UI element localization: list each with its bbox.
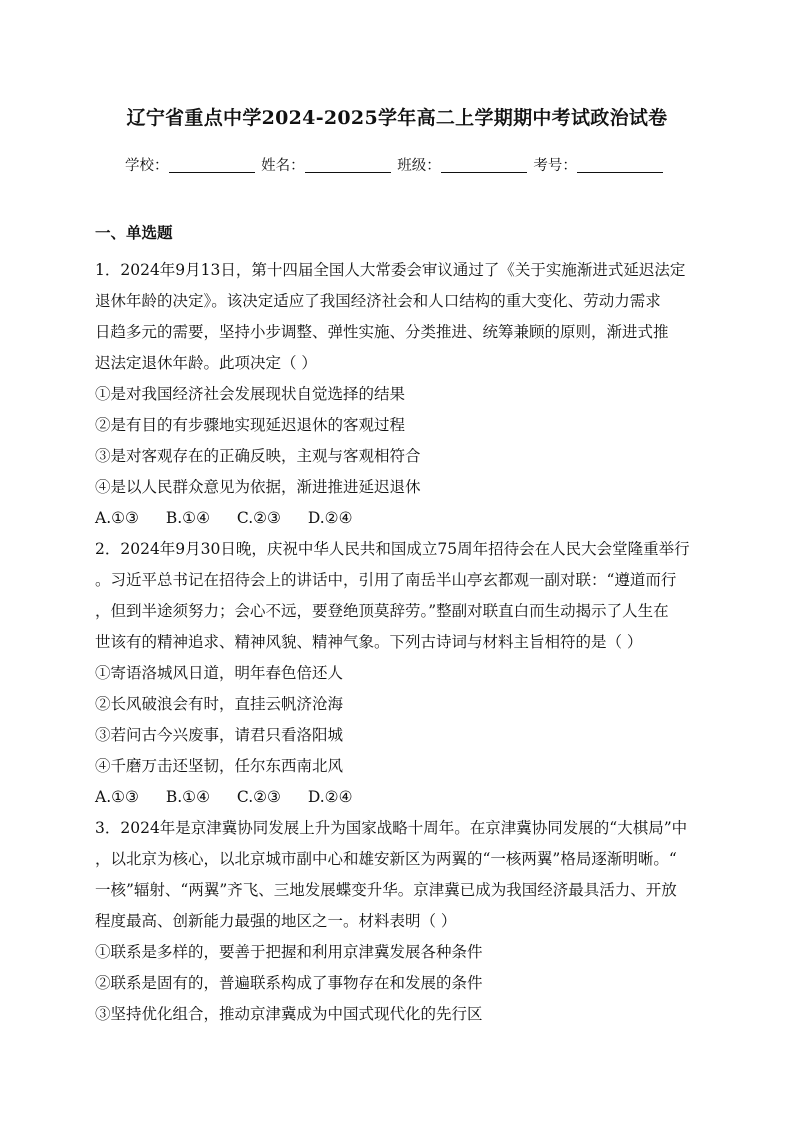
class-label: 班级： xyxy=(397,158,441,174)
answer-options xyxy=(95,508,705,528)
question-text-line: 1．2024年9月13日，第十四届全国人大常委会审议通过了《关于实施渐进式延迟法定 xyxy=(95,261,686,279)
question-text-line: 3．2024年是京津冀协同发展上升为国家战略十周年。在京津冀协同发展的“大棋局”中 xyxy=(95,819,688,837)
class-field[interactable] xyxy=(441,157,527,173)
student-info-line xyxy=(125,154,685,176)
question-text-line: ，但到半途须努力；会心不远，要登绝顶莫辞劳。”整副对联直白而生动揭示了人生在 xyxy=(95,602,669,620)
name-field[interactable] xyxy=(305,157,391,173)
option-b[interactable]: B.①④ xyxy=(165,788,210,806)
school-field[interactable] xyxy=(169,157,255,173)
statement-item: ③若问古今兴废事，请君只看洛阳城 xyxy=(95,726,344,744)
question-text-line: 一核”辐射、“两翼”齐飞、三地发展蝶变升华。京津冀已成为我国经济最具活力、开放 xyxy=(95,881,677,899)
option-d[interactable]: D.②④ xyxy=(307,788,353,806)
section-heading: 一、单选题 xyxy=(95,223,173,242)
statement-item: ②长风破浪会有时，直挂云帆济沧海 xyxy=(95,695,344,713)
name-label: 姓名： xyxy=(261,158,305,174)
option-c[interactable]: C.②③ xyxy=(236,509,281,527)
question-text-line: 程度最高、创新能力最强的地区之一。材料表明（ ） xyxy=(95,912,457,930)
option-c[interactable]: C.②③ xyxy=(236,788,281,806)
statement-item: ①寄语洛城风日道，明年春色倍还人 xyxy=(95,664,344,682)
statement-item: ②是有目的有步骤地实现延迟退休的客观过程 xyxy=(95,416,406,434)
question-text-line: 2．2024年9月30日晚，庆祝中华人民共和国成立75周年招待会在人民大会堂隆重举行 xyxy=(95,540,690,558)
number-label: 考号： xyxy=(533,158,577,174)
statement-item: ①联系是多样的，要善于把握和利用京津冀发展各种条件 xyxy=(95,943,483,961)
option-b[interactable]: B.①④ xyxy=(165,509,210,527)
question-text-line: 日趋多元的需要，坚持小步调整、弹性实施、分类推进、统筹兼顾的原则，渐进式推 xyxy=(95,323,669,341)
number-field[interactable] xyxy=(577,157,663,173)
statement-item: ④千磨万击还坚韧，任尔东西南北风 xyxy=(95,757,344,775)
option-d[interactable]: D.②④ xyxy=(307,509,353,527)
statement-item: ③是对客观存在的正确反映，主观与客观相符合 xyxy=(95,447,421,465)
statement-item: ③坚持优化组合，推动京津冀成为中国式现代化的先行区 xyxy=(95,1005,483,1023)
option-a[interactable]: A.①③ xyxy=(95,509,139,527)
option-a[interactable]: A.①③ xyxy=(95,788,139,806)
question-text-line: 迟法定退休年龄。此项决定（ ） xyxy=(95,354,317,372)
statement-item: ④是以人民群众意见为依据，渐进推进延迟退休 xyxy=(95,478,421,496)
statement-item: ①是对我国经济社会发展现状自觉选择的结果 xyxy=(95,385,406,403)
question-text-line: 退休年龄的决定》。该决定适应了我国经济社会和人口结构的重大变化、劳动力需求 xyxy=(95,292,661,310)
answer-options xyxy=(95,787,705,807)
page-title: 辽宁省重点中学2024-2025学年高二上学期期中考试政治试卷 xyxy=(126,107,668,129)
school-label: 学校： xyxy=(125,158,169,174)
question-text-line: ，以北京为核心，以北京城市副中心和雄安新区为两翼的“一核两翼”格局逐渐明晰。“ xyxy=(95,850,677,868)
question-text-line: 世该有的精神追求、精神风貌、精神气象。下列古诗词与材料主旨相符的是（ ） xyxy=(95,633,643,651)
statement-item: ②联系是固有的，普遍联系构成了事物存在和发展的条件 xyxy=(95,974,483,992)
question-text-line: 。习近平总书记在招待会上的讲话中，引用了南岳半山亭玄都观一副对联：“遵道而行 xyxy=(95,571,677,589)
